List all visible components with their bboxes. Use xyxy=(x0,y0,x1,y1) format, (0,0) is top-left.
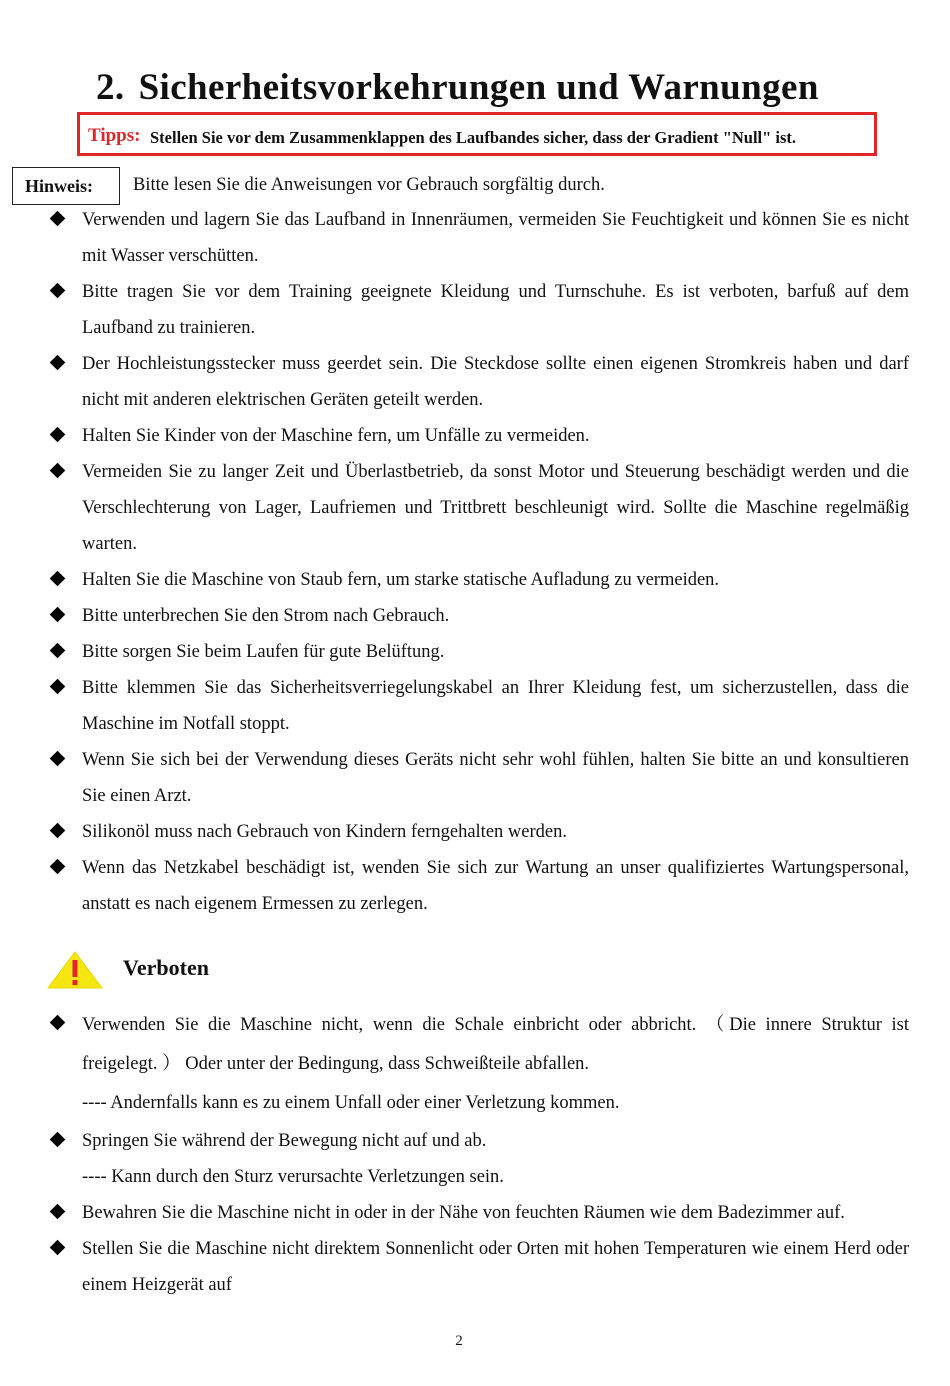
list-item xyxy=(47,346,909,418)
hinweis-text: Bitte lesen Sie die Anweisungen vor Gebrauch sorgfältig durch. xyxy=(133,175,605,195)
tipp-label: Tipps: xyxy=(88,125,141,146)
list-item xyxy=(47,670,909,742)
list-item xyxy=(47,1195,909,1231)
tipp-box xyxy=(77,112,877,156)
diamond-bullet-icon xyxy=(50,607,66,623)
diamond-bullet-icon xyxy=(50,1240,66,1256)
list-item xyxy=(47,1231,909,1303)
list-item xyxy=(47,1006,909,1123)
list-item xyxy=(47,274,909,346)
list-item-text: Bitte unterbrechen Sie den Strom nach Gebrauch. xyxy=(82,606,450,626)
list-item xyxy=(47,454,909,562)
diamond-bullet-icon xyxy=(50,355,66,371)
page-number: 2 xyxy=(455,1333,463,1349)
diamond-bullet-icon xyxy=(50,463,66,479)
list-item-text: Vermeiden Sie zu langer Zeit und Überlastbetrieb, da sonst Motor und Steuerung beschädigt werden und die Verschlechterung von Lager, Laufriemen und Trittbrett beschleunigt wird. Sollte die Maschine regelmäßig warten. xyxy=(82,462,909,554)
list-item xyxy=(47,634,909,670)
diamond-bullet-icon xyxy=(50,211,66,227)
tipp-text: Stellen Sie vor dem Zusammenklappen des Laufbandes sicher, dass der Gradient "Null" ist. xyxy=(150,128,797,147)
diamond-bullet-icon xyxy=(50,1204,66,1220)
list-item-text: Silikonöl muss nach Gebrauch von Kindern ferngehalten werden. xyxy=(82,822,567,842)
diamond-bullet-icon xyxy=(50,283,66,299)
list-item xyxy=(47,742,909,814)
safety-list xyxy=(47,202,909,922)
section-number: 2. xyxy=(96,67,125,108)
list-item-text: Der Hochleistungsstecker muss geerdet sein. Die Steckdose sollte einen eigenen Stromkreis haben und darf nicht mit anderen elektrischen Geräten geteilt werden. xyxy=(82,354,909,410)
diamond-bullet-icon xyxy=(50,679,66,695)
hinweis-box xyxy=(12,167,120,205)
list-item xyxy=(47,562,909,598)
diamond-bullet-icon xyxy=(50,571,66,587)
list-item-text: Bewahren Sie die Maschine nicht in oder in der Nähe von feuchten Räumen wie dem Badezimmer auf. xyxy=(82,1203,845,1223)
diamond-bullet-icon xyxy=(50,643,66,659)
verboten-heading: Verboten xyxy=(123,955,209,980)
list-item-text: Bitte tragen Sie vor dem Training geeignete Kleidung und Turnschuhe. Es ist verboten, barfuß auf dem Laufband zu trainieren. xyxy=(82,282,909,338)
diamond-bullet-icon xyxy=(50,1015,66,1031)
list-item-text: Wenn Sie sich bei der Verwendung dieses Geräts nicht sehr wohl fühlen, halten Sie bitte an und konsultieren Sie einen Arzt. xyxy=(82,750,909,806)
list-item-text: Bitte sorgen Sie beim Laufen für gute Belüftung. xyxy=(82,642,445,662)
hinweis-label: Hinweis: xyxy=(25,176,94,196)
diamond-bullet-icon xyxy=(50,427,66,443)
list-item-text: Springen Sie während der Bewegung nicht auf und ab. xyxy=(82,1131,487,1151)
diamond-bullet-icon xyxy=(50,859,66,875)
section-heading xyxy=(96,66,819,109)
diamond-bullet-icon xyxy=(50,1132,66,1148)
list-item-text: Halten Sie Kinder von der Maschine fern, um Unfälle zu vermeiden. xyxy=(82,426,590,446)
list-item-text: Verwenden Sie die Maschine nicht, wenn die Schale einbricht oder abbricht. （Die innere Struktur ist freigelegt. ） Oder unter der Bedingung, dass Schweißteile abfallen. xyxy=(82,1015,909,1074)
list-item-text: Bitte klemmen Sie das Sicherheitsverriegelungskabel an Ihrer Kleidung fest, um sicherzustellen, dass die Maschine im Notfall stoppt. xyxy=(82,678,909,734)
list-item xyxy=(47,418,909,454)
list-item-text: Verwenden und lagern Sie das Laufband in Innenräumen, vermeiden Sie Feuchtigkeit und können Sie es nicht mit Wasser verschütten. xyxy=(82,210,909,266)
list-item-note: ---- Kann durch den Sturz verursachte Verletzungen sein. xyxy=(82,1167,504,1187)
diamond-bullet-icon xyxy=(50,751,66,767)
verboten-list xyxy=(47,1006,909,1303)
list-item xyxy=(47,850,909,922)
warning-triangle-icon xyxy=(46,950,104,990)
list-item xyxy=(47,598,909,634)
section-title: Sicherheitsvorkehrungen und Warnungen xyxy=(138,67,819,108)
diamond-bullet-icon xyxy=(50,823,66,839)
list-item xyxy=(47,1123,909,1195)
list-item-text: Halten Sie die Maschine von Staub fern, um starke statische Aufladung zu vermeiden. xyxy=(82,570,720,590)
list-item-note: ---- Andernfalls kann es zu einem Unfall oder einer Verletzung kommen. xyxy=(82,1093,620,1113)
list-item xyxy=(47,202,909,274)
list-item xyxy=(47,814,909,850)
list-item-text: Wenn das Netzkabel beschädigt ist, wenden Sie sich zur Wartung an unser qualifiziertes Wartungspersonal, anstatt es nach eigenem Ermessen zu zerlegen. xyxy=(82,858,909,914)
list-item-text: Stellen Sie die Maschine nicht direktem Sonnenlicht oder Orten mit hohen Temperaturen wie einem Herd oder einem Heizgerät auf xyxy=(82,1239,909,1295)
